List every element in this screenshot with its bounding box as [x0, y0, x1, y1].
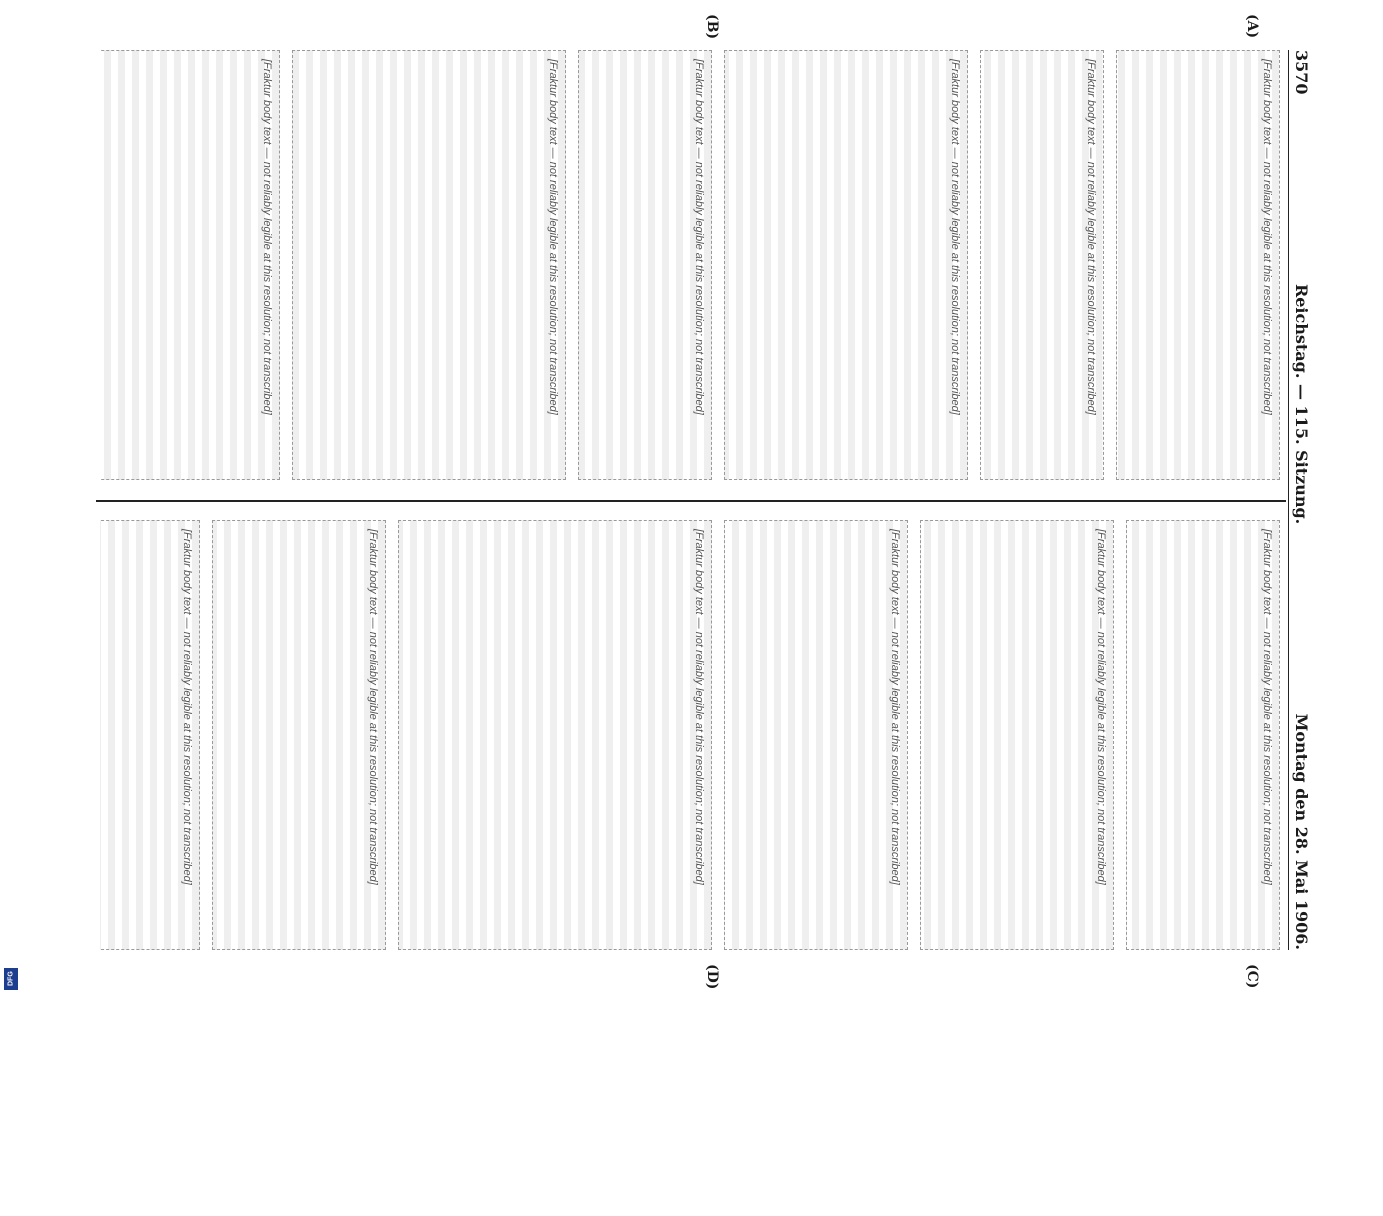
scanned-page: [80, 14, 1320, 990]
body-paragraph-placeholder: [Fraktur body text — not reliably legible at this resolution; not transcribed]: [920, 520, 1114, 950]
body-paragraph-placeholder: [Fraktur body text — not reliably legible at this resolution; not transcribed]: [100, 520, 200, 950]
margin-letter-a: (A): [1244, 14, 1260, 39]
body-paragraph-placeholder: [Fraktur body text — not reliably legible at this resolution; not transcribed]: [292, 50, 566, 480]
left-column: [100, 50, 1280, 480]
body-paragraph-placeholder: [Fraktur body text — not reliably legible at this resolution; not transcribed]: [1116, 50, 1280, 480]
body-paragraph-placeholder: [Fraktur body text — not reliably legible at this resolution; not transcribed]: [398, 520, 712, 950]
page-date: Montag den 28. Mai 1906.: [1292, 713, 1311, 950]
right-column: [100, 520, 1280, 950]
margin-letter-c: (C): [1244, 964, 1260, 989]
body-paragraph-placeholder: [Fraktur body text — not reliably legible at this resolution; not transcribed]: [578, 50, 712, 480]
sidebar: [0, 0, 22, 1000]
body-paragraph-placeholder: [Fraktur body text — not reliably legible at this resolution; not transcribed]: [980, 50, 1104, 480]
page-title: Reichstag. — 115. Sitzung.: [1292, 283, 1311, 525]
body-paragraph-placeholder: [Fraktur body text — not reliably legible at this resolution; not transcribed]: [724, 520, 908, 950]
page-number: 3570: [1292, 50, 1311, 95]
body-paragraph-placeholder: [Fraktur body text — not reliably legible at this resolution; not transcribed]: [724, 50, 968, 480]
body-paragraph-placeholder: [Fraktur body text — not reliably legible at this resolution; not transcribed]: [100, 50, 280, 480]
margin-letter-d: (D): [704, 964, 720, 990]
dfg-logo: DFG: [4, 968, 18, 990]
margin-letter-b: (B): [704, 14, 720, 40]
page-content: [80, 14, 1320, 990]
column-divider: [96, 500, 1286, 502]
body-paragraph-placeholder: [Fraktur body text — not reliably legible at this resolution; not transcribed]: [1126, 520, 1280, 950]
page-header: [1288, 50, 1320, 950]
body-paragraph-placeholder: [Fraktur body text — not reliably legible at this resolution; not transcribed]: [212, 520, 386, 950]
